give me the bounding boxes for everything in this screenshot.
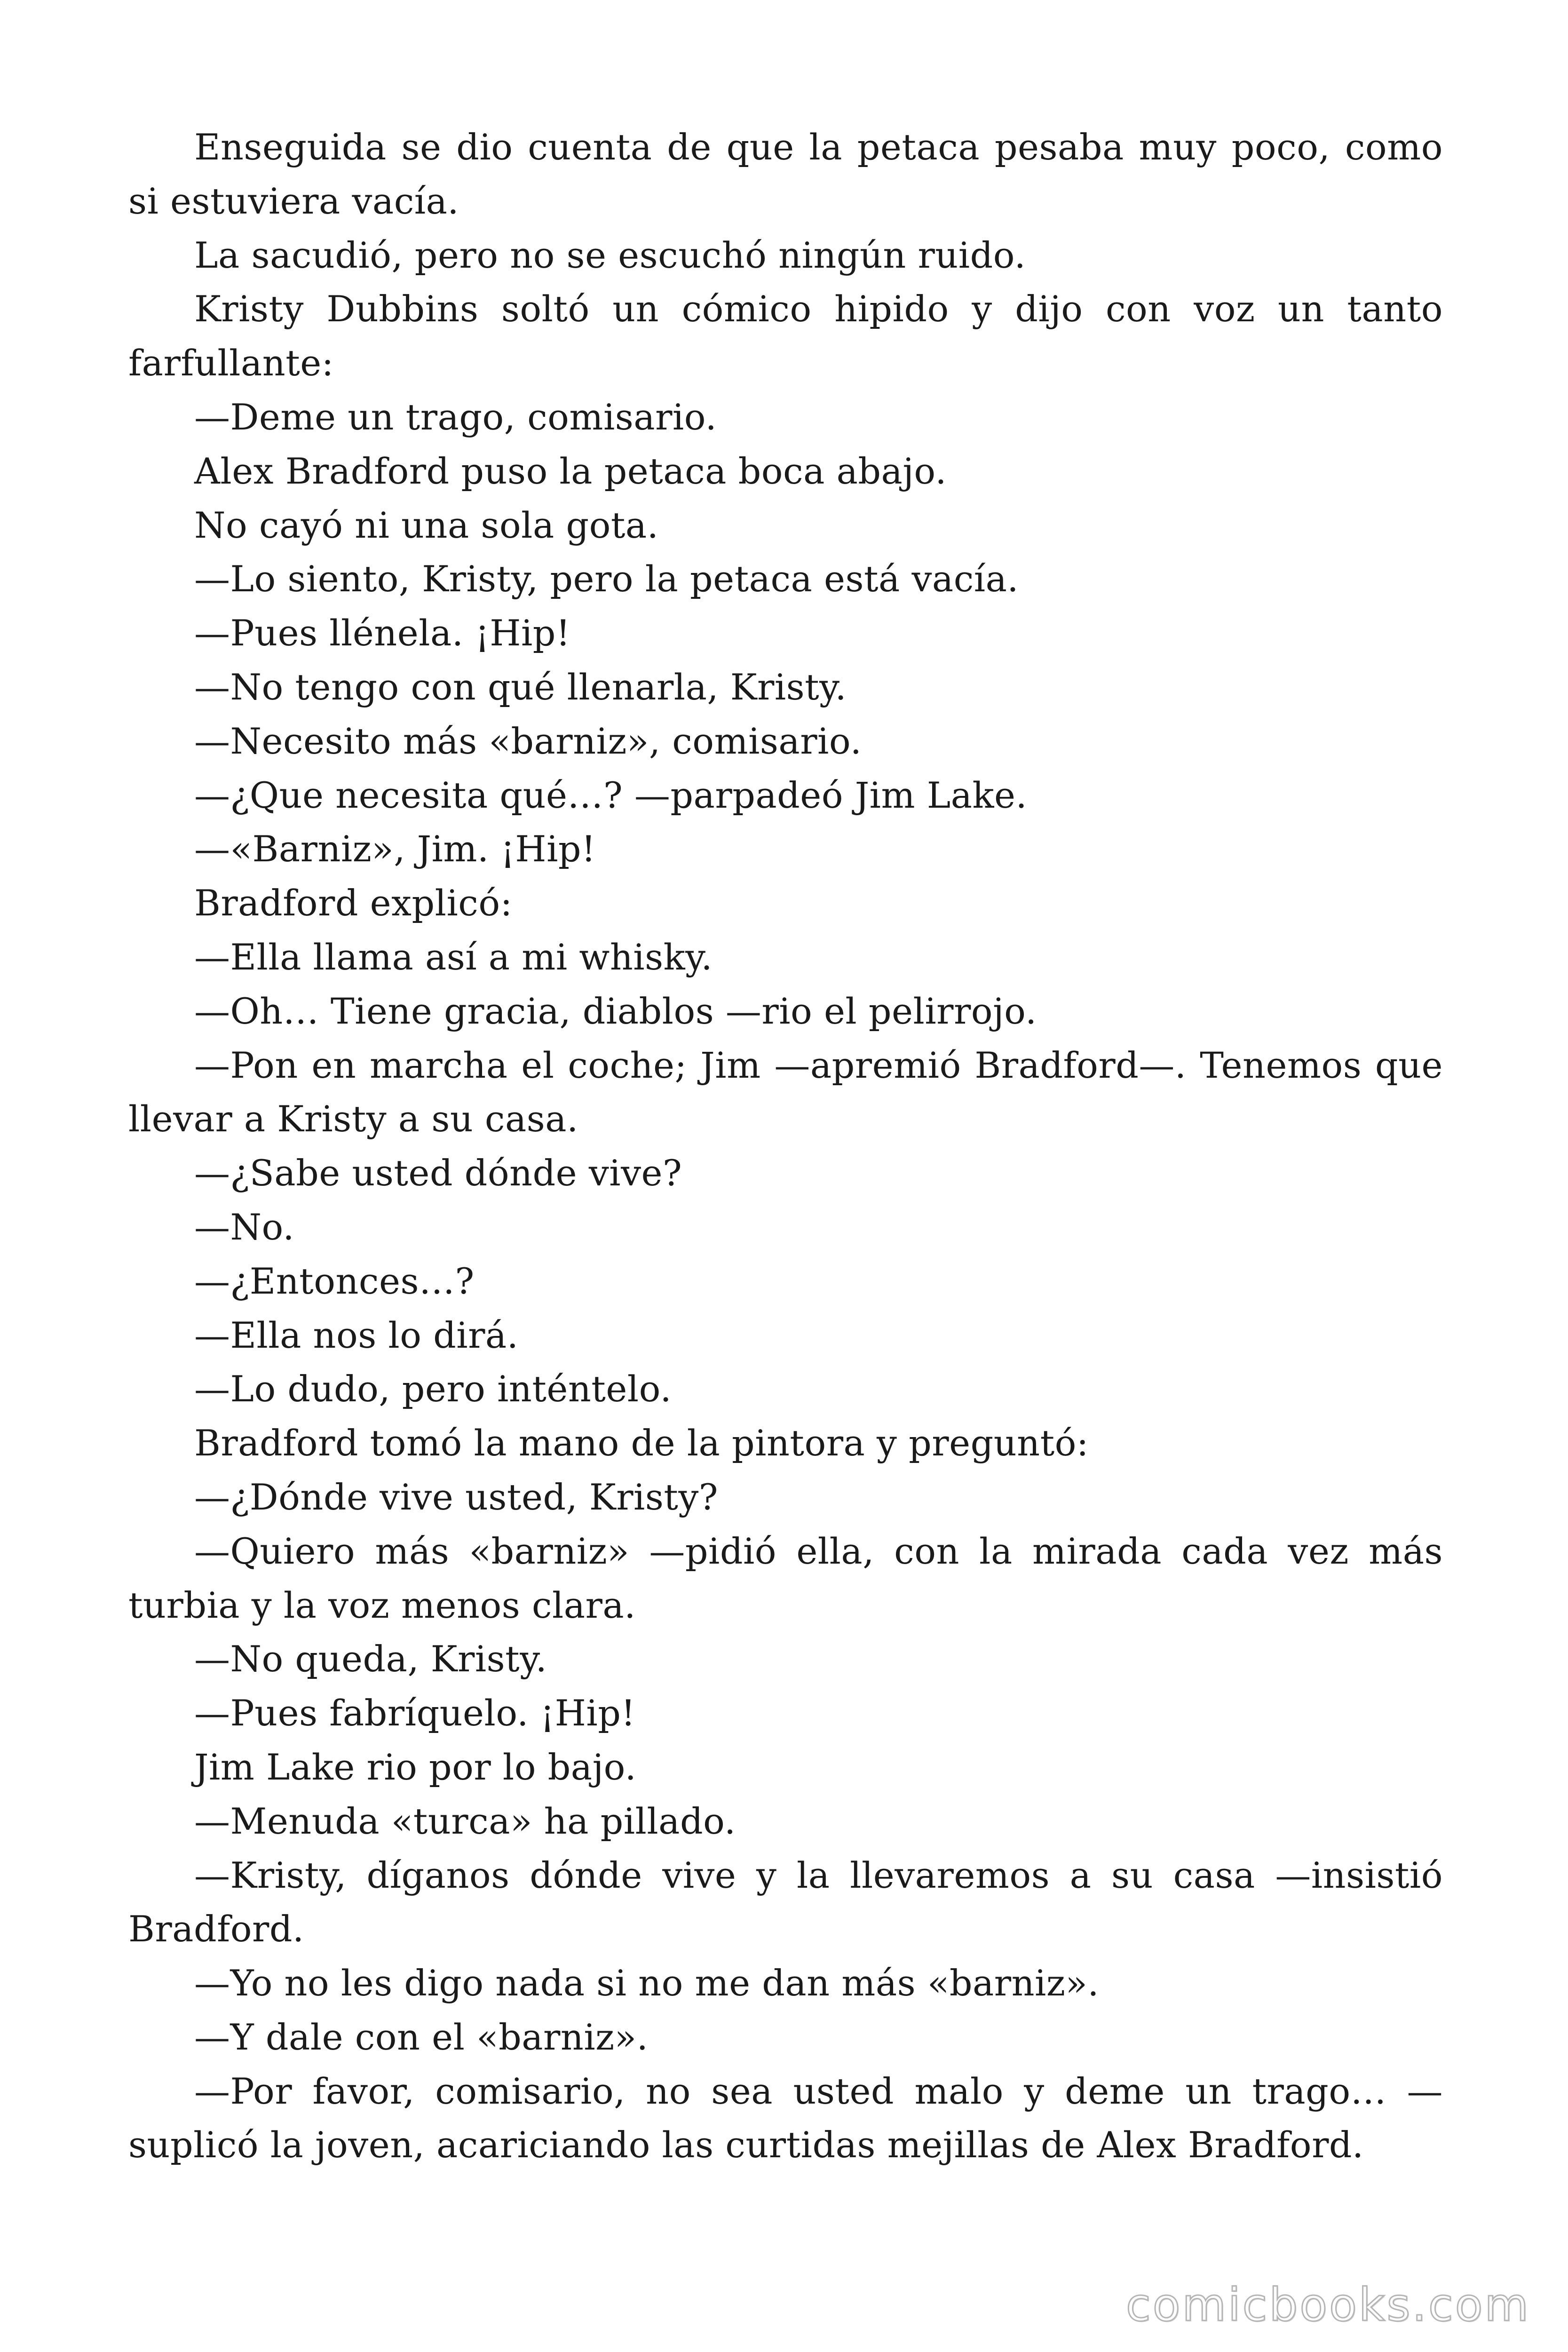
paragraph: La sacudió, pero no se escuchó ningún ruido. — [194, 234, 1026, 276]
paragraph: —Ella nos lo dirá. — [194, 1314, 519, 1356]
paragraph: Bradford explicó: — [194, 882, 513, 924]
paragraph: —Kristy, díganos dónde vive y la llevaremos a su casa —insistió Bradford. — [128, 1854, 1443, 1950]
paragraph: —No. — [194, 1206, 295, 1248]
paragraph: —¿Que necesita qué…? —parpadeó Jim Lake. — [194, 774, 1028, 816]
paragraph: Enseguida se dio cuenta de que la petaca pesaba muy poco, como si estuviera vacía. — [128, 126, 1443, 222]
paragraph: —No queda, Kristy. — [194, 1638, 547, 1680]
paragraph: Bradford tomó la mano de la pintora y preguntó: — [194, 1422, 1089, 1464]
paragraph: —Pues llénela. ¡Hip! — [194, 612, 570, 654]
paragraph: —Y dale con el «barniz». — [194, 2016, 649, 2058]
paragraph: —Yo no les digo nada si no me dan más «barniz». — [194, 1962, 1100, 2004]
paragraph: —¿Dónde vive usted, Kristy? — [194, 1476, 719, 1518]
paragraph: Alex Bradford puso la petaca boca abajo. — [194, 450, 947, 492]
watermark: comicbooks.com — [1125, 2279, 1530, 2331]
paragraph: —Oh… Tiene gracia, diablos —rio el pelirrojo. — [194, 990, 1037, 1032]
paragraph: —Lo dudo, pero inténtelo. — [194, 1368, 672, 1410]
paragraph: —Ella llama así a mi whisky. — [194, 936, 713, 978]
paragraph: —Menuda «turca» ha pillado. — [194, 1800, 736, 1842]
paragraph: —¿Entonces…? — [194, 1260, 475, 1302]
paragraph: —«Barniz», Jim. ¡Hip! — [194, 828, 596, 870]
page-body — [128, 120, 1443, 2172]
paragraph: —Pon en marcha el coche; Jim —apremió Bradford—. Tenemos que llevar a Kristy a su casa. — [128, 1044, 1443, 1140]
paragraph: —Pues fabríquelo. ¡Hip! — [194, 1692, 636, 1734]
paragraph: —Por favor, comisario, no sea usted malo y deme un trago… —suplicó la joven, acariciando las curtidas mejillas de Alex Bradford. — [128, 2070, 1443, 2166]
paragraph: —Necesito más «barniz», comisario. — [194, 720, 862, 762]
paragraph: No cayó ni una sola gota. — [194, 504, 659, 546]
paragraph: —Deme un trago, comisario. — [194, 396, 717, 438]
paragraph: —No tengo con qué llenarla, Kristy. — [194, 666, 847, 708]
paragraph: Kristy Dubbins soltó un cómico hipido y dijo con voz un tanto farfullante: — [128, 288, 1443, 384]
paragraph: Jim Lake rio por lo bajo. — [194, 1746, 637, 1788]
paragraph: —Quiero más «barniz» —pidió ella, con la mirada cada vez más turbia y la voz menos clara. — [128, 1530, 1443, 1626]
paragraph: —Lo siento, Kristy, pero la petaca está vacía. — [194, 558, 1019, 600]
paragraph: —¿Sabe usted dónde vive? — [194, 1152, 682, 1194]
